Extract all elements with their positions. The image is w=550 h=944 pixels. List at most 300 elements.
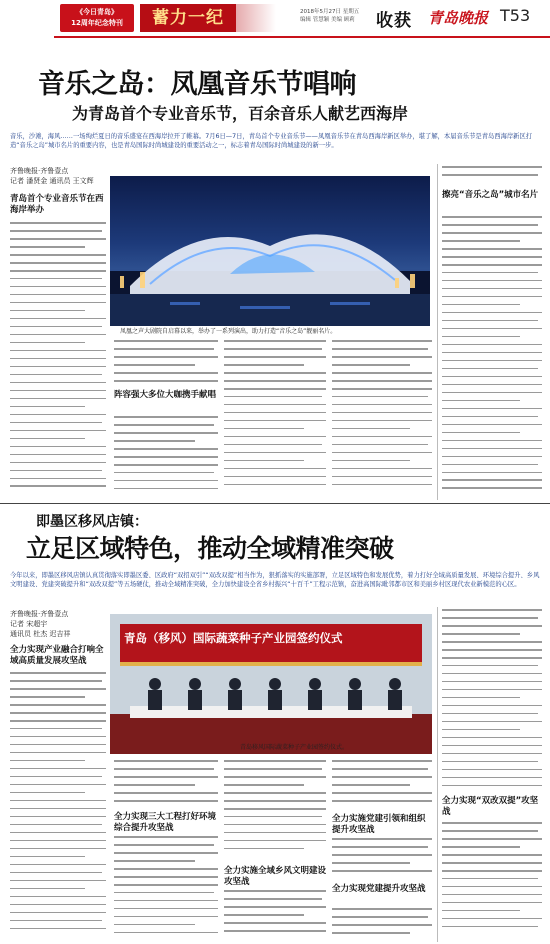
text-line (114, 908, 218, 910)
text-line (10, 366, 106, 368)
text-line (442, 464, 538, 466)
article1-right-subhead: 擦亮“音乐之岛”城市名片 (442, 190, 539, 200)
text-line (224, 476, 326, 478)
text-line (442, 472, 542, 474)
article2-col4-subhead: 全力实施党建引领和组织提升攻坚战 (332, 814, 426, 835)
text-line (442, 785, 542, 787)
text-line (10, 318, 106, 320)
text-line (442, 432, 520, 434)
text-line (332, 870, 432, 872)
article1-col2-text-top (114, 340, 218, 388)
text-line (114, 892, 214, 894)
text-line (10, 712, 106, 714)
concert-hall-photo (110, 176, 430, 326)
text-line (442, 320, 538, 322)
article1-title: 音乐之岛：凤凰音乐节唱响 (38, 69, 356, 100)
text-line (332, 908, 432, 910)
text-line (332, 428, 410, 430)
text-line (442, 240, 520, 242)
text-line (10, 478, 106, 480)
text-line (224, 348, 322, 350)
text-line (442, 609, 542, 611)
text-line (442, 902, 542, 904)
text-line (10, 776, 102, 778)
text-line (10, 374, 102, 376)
text-line (224, 760, 326, 762)
text-line (10, 696, 85, 698)
text-line (332, 396, 428, 398)
text-line (10, 485, 106, 487)
article-divider (0, 503, 550, 504)
text-line (10, 446, 106, 448)
text-line (10, 800, 106, 802)
text-line (114, 768, 214, 770)
article2-title: 立足区域特色，推动全域精准突破 (26, 534, 394, 563)
text-line (114, 932, 218, 934)
text-line (332, 372, 432, 374)
text-line (442, 870, 542, 872)
text-line (224, 800, 326, 802)
text-line (10, 872, 102, 874)
badge-line-2: 12周年纪念特刊 (71, 19, 123, 27)
text-line (442, 649, 542, 651)
text-line (224, 428, 304, 430)
text-line (224, 792, 326, 794)
article1-col1-text (10, 222, 106, 498)
text-line (10, 270, 106, 272)
text-line (442, 352, 542, 354)
text-line (114, 424, 214, 426)
text-line (332, 846, 428, 848)
text-line (224, 898, 322, 900)
text-line (224, 396, 322, 398)
text-line (224, 906, 326, 908)
text-line (114, 464, 218, 466)
text-line (332, 760, 432, 762)
text-line (10, 792, 85, 794)
byline-outlet: 齐鲁晚报·齐鲁壹点 (10, 610, 69, 618)
article1-right-text (442, 216, 542, 498)
text-line (10, 406, 85, 408)
text-line (442, 697, 520, 699)
article2-right-text (442, 822, 542, 940)
byline-reporters: 记者 潘贤金 通讯员 王文辉 (10, 177, 94, 185)
text-line (114, 472, 214, 474)
text-line (10, 760, 85, 762)
text-line (114, 776, 218, 778)
text-line (10, 286, 106, 288)
text-line (114, 480, 218, 482)
text-line (114, 440, 195, 442)
text-line (332, 800, 432, 802)
header-slogan: 蓄力一纪 (140, 4, 236, 32)
text-line (10, 382, 106, 384)
text-line (332, 862, 410, 864)
text-line (224, 816, 322, 818)
text-line (224, 340, 326, 342)
byline-outlet: 齐鲁晚报·齐鲁壹点 (10, 167, 69, 175)
text-line (442, 745, 542, 747)
text-line (332, 838, 432, 840)
text-line (10, 744, 106, 746)
text-line (224, 484, 326, 486)
text-line (224, 380, 326, 382)
section-name: 收获 (376, 11, 412, 31)
text-line (332, 412, 432, 414)
page-number: T53 (500, 6, 531, 25)
newspaper-brand: 青岛晚报 (428, 9, 489, 27)
article2-kicker: 即墨区移风店镇： (36, 514, 148, 530)
text-line (442, 166, 542, 168)
text-line (10, 390, 106, 392)
article2-col2-text-top (114, 760, 218, 810)
text-line (10, 302, 106, 304)
text-line (442, 479, 542, 481)
article2-byline (10, 609, 106, 639)
text-line (224, 436, 326, 438)
text-line (332, 792, 432, 794)
text-line (10, 680, 102, 682)
article1-col2-subhead: 阵容强大多位大咖携手献唱 (114, 390, 217, 400)
text-line (114, 372, 218, 374)
text-line (114, 432, 218, 434)
text-line (224, 356, 326, 358)
text-line (224, 412, 326, 414)
text-line (332, 404, 432, 406)
text-line (332, 768, 428, 770)
column-divider (437, 164, 438, 500)
text-line (10, 832, 106, 834)
text-line (332, 364, 410, 366)
byline-reporter: 记者 宋超宇 (10, 620, 48, 628)
text-line (442, 264, 542, 266)
text-line (442, 657, 542, 659)
article1-lead: 音乐，沙滩，海风……一场绚烂夏日的音乐盛宴在西海岸拉开了帷幕。7月6日—7日，青岛首个专业音乐节——凤凰音乐节在青岛西海岸新区举办，堪了解，本届音乐节是青岛西海岸新区打造“音乐之岛”城市名片的重要内容，也是青岛国际时尚城建设的重要活动之一，标志着青岛国际时尚城建设的新一步。 (10, 133, 533, 149)
text-line (442, 846, 520, 848)
text-line (10, 912, 106, 914)
text-line (442, 721, 542, 723)
text-line (114, 356, 218, 358)
text-line (332, 388, 432, 390)
issue-date: 2018年5月27日 星期五 (300, 9, 360, 15)
anniversary-badge (60, 4, 134, 32)
text-line (10, 350, 106, 352)
text-line (10, 688, 106, 690)
text-line (224, 444, 322, 446)
text-line (442, 424, 542, 426)
text-line (442, 918, 542, 920)
text-line (442, 838, 542, 840)
text-line (10, 294, 106, 296)
text-line (442, 224, 538, 226)
text-line (114, 364, 195, 366)
text-line (442, 769, 542, 771)
text-line (442, 288, 542, 290)
article1-col2-text (114, 416, 218, 498)
article2-col2-text (114, 836, 218, 940)
text-line (332, 484, 432, 486)
article2-col1-text (10, 672, 106, 940)
article2-col4-text-top (332, 760, 432, 812)
text-line (332, 340, 432, 342)
text-line (10, 672, 106, 674)
text-line (114, 860, 195, 862)
text-line (10, 824, 102, 826)
text-line (224, 364, 304, 366)
text-line (10, 728, 102, 730)
text-line (10, 784, 106, 786)
text-line (10, 414, 106, 416)
article1-subtitle: 为青岛首个专业音乐节，百余音乐人献艺西海岸 (72, 104, 409, 123)
text-line (224, 420, 326, 422)
concert-hall-illustration (110, 176, 430, 326)
text-line (114, 760, 218, 762)
text-line (442, 673, 542, 675)
text-line (10, 422, 102, 424)
text-line (224, 922, 326, 924)
text-line (114, 868, 218, 870)
text-line (10, 454, 106, 456)
slogan-decoration (236, 4, 276, 32)
text-line (442, 854, 542, 856)
text-line (114, 448, 218, 450)
text-line (114, 456, 218, 458)
article1-right-text-top (442, 166, 542, 188)
text-line (442, 729, 520, 731)
text-line (442, 280, 542, 282)
text-line (442, 830, 538, 832)
text-line (442, 641, 542, 643)
text-line (442, 384, 542, 386)
text-line (442, 625, 542, 627)
text-line (224, 930, 326, 932)
text-line (10, 752, 106, 754)
text-line (114, 784, 195, 786)
text-line (114, 800, 218, 802)
text-line (10, 880, 106, 882)
article2-col4-text (332, 908, 432, 940)
text-line (332, 444, 428, 446)
byline-correspondents: 通讯员 杜杰 迟吉祥 (10, 630, 71, 638)
text-line (10, 254, 106, 256)
text-line (10, 278, 102, 280)
article2-left-subhead: 全力实现产业融合打响全域高质量发展攻坚战 (10, 645, 104, 666)
text-line (10, 438, 85, 440)
text-line (10, 896, 106, 898)
text-line (224, 890, 326, 892)
text-line (114, 884, 218, 886)
article2-right-text-top (442, 609, 542, 793)
text-line (332, 420, 432, 422)
text-line (442, 761, 538, 763)
text-line (442, 232, 542, 234)
text-line (224, 848, 304, 850)
article2-photo-caption: 青岛移风国际蔬菜种子产业园签约仪式。 (240, 744, 349, 751)
text-line (114, 924, 195, 926)
text-line (442, 777, 542, 779)
text-line (332, 916, 428, 918)
text-line (442, 296, 542, 298)
text-line (10, 462, 106, 464)
text-line (442, 753, 542, 755)
text-line (442, 705, 542, 707)
text-line (10, 430, 106, 432)
text-line (332, 854, 432, 856)
text-line (10, 808, 106, 810)
text-line (10, 888, 85, 890)
text-line (114, 844, 214, 846)
text-line (442, 416, 538, 418)
text-line (10, 222, 106, 224)
signing-ceremony-photo (110, 614, 432, 754)
text-line (10, 848, 106, 850)
article1-col3-text (224, 340, 326, 498)
text-line (114, 488, 218, 490)
text-line (114, 380, 218, 382)
text-line (442, 487, 542, 489)
text-line (10, 928, 106, 930)
text-line (442, 681, 542, 683)
text-line (442, 336, 520, 338)
text-line (10, 262, 106, 264)
text-line (442, 256, 542, 258)
text-line (224, 452, 326, 454)
text-line (224, 808, 326, 810)
text-line (442, 886, 542, 888)
text-line (442, 272, 538, 274)
text-line (332, 356, 432, 358)
text-line (442, 822, 542, 824)
text-line (442, 448, 542, 450)
text-line (10, 864, 106, 866)
text-line (442, 392, 542, 394)
text-line (442, 617, 538, 619)
text-line (442, 312, 542, 314)
article2-col4-subhead-2: 全力实现党建提升攻坚战 (332, 884, 426, 894)
text-line (442, 328, 542, 330)
text-line (114, 900, 218, 902)
text-line (332, 348, 428, 350)
text-line (332, 784, 410, 786)
article1-photo-caption: 凤凰之声大剧院自启幕以来，举办了一系列演出，助力打造“音乐之岛”靓丽名片。 (120, 328, 337, 335)
text-line (10, 856, 85, 858)
text-line (332, 476, 432, 478)
text-line (224, 914, 304, 916)
article2-col4-text-mid (332, 838, 432, 882)
text-line (10, 736, 106, 738)
text-line (10, 398, 106, 400)
text-line (332, 436, 432, 438)
text-line (10, 704, 106, 706)
text-line (332, 776, 432, 778)
text-line (442, 400, 520, 402)
text-line (114, 916, 218, 918)
text-line (332, 468, 432, 470)
text-line (442, 689, 542, 691)
text-line (10, 470, 102, 472)
text-line (224, 388, 326, 390)
text-line (10, 326, 102, 328)
text-line (332, 380, 432, 382)
text-line (10, 334, 106, 336)
text-line (442, 248, 542, 250)
article2-lead: 今年以来，即墨区移风店镇认真贯彻落实即墨区委、区政府“双招双引”“双改双提”相当作为，狠抓落实的实施部署，立足区域特色和发展优势，着力打好全域高质量发展、环境综合提升、乡风文明建设、党建突破提升和“双改双提”等五场硬仗，推动全域精准突破，全力加快建设全省乡村振兴“十百千”工程示范镇，奋进高国际毗邻都市区和美丽乡村区现代农业新模范的心区。 (10, 572, 540, 588)
text-line (224, 776, 326, 778)
text-line (114, 852, 218, 854)
badge-line-1: 《今日青岛》 (76, 8, 118, 16)
text-line (224, 832, 326, 834)
text-line (442, 440, 542, 442)
text-line (442, 456, 542, 458)
article2-right-subhead: 全力实现“双改双提”攻坚战 (442, 796, 539, 817)
text-line (442, 304, 520, 306)
text-line (442, 665, 538, 667)
issue-editors: 编辑 管慧颖 美编 顾莉 (300, 17, 355, 23)
text-line (442, 910, 520, 912)
text-line (10, 816, 106, 818)
text-line (10, 238, 106, 240)
article2-col3-text-top (224, 760, 326, 862)
text-line (114, 416, 218, 418)
text-line (442, 926, 538, 928)
article2-col2-subhead: 全力实现三大工程打好环境综合提升攻坚战 (114, 812, 217, 833)
text-line (442, 737, 542, 739)
text-line (442, 174, 538, 176)
text-line (332, 452, 432, 454)
text-line (224, 824, 326, 826)
text-line (442, 408, 542, 410)
text-line (442, 862, 542, 864)
text-line (442, 344, 542, 346)
issue-meta (300, 8, 372, 24)
text-line (224, 372, 326, 374)
text-line (332, 932, 410, 934)
text-line (10, 358, 106, 360)
text-line (114, 340, 218, 342)
ceremony-banner-text: 青岛（移风）国际蔬菜种子产业园签约仪式 (124, 631, 343, 645)
text-line (442, 216, 542, 218)
text-line (442, 713, 538, 715)
column-divider-2 (437, 607, 438, 942)
article1-byline (10, 166, 106, 186)
text-line (442, 878, 538, 880)
text-line (224, 768, 322, 770)
text-line (10, 342, 85, 344)
text-line (10, 230, 102, 232)
article2-col3-subhead: 全力实施全域乡风文明建设攻坚战 (224, 866, 327, 887)
text-line (332, 924, 432, 926)
text-line (114, 836, 218, 838)
article1-left-subhead: 青岛首个专业音乐节在西海岸举办 (10, 194, 104, 215)
text-line (10, 904, 106, 906)
text-line (10, 246, 85, 248)
text-line (442, 368, 538, 370)
header-rule (54, 36, 550, 38)
text-line (224, 468, 326, 470)
text-line (10, 768, 106, 770)
text-line (442, 360, 542, 362)
text-line (224, 404, 326, 406)
text-line (114, 792, 218, 794)
text-line (10, 920, 102, 922)
text-line (442, 894, 542, 896)
article1-col4-text (332, 340, 432, 498)
text-line (114, 876, 218, 878)
text-line (10, 720, 106, 722)
article2-col3-text (224, 890, 326, 940)
text-line (442, 633, 520, 635)
text-line (442, 376, 542, 378)
